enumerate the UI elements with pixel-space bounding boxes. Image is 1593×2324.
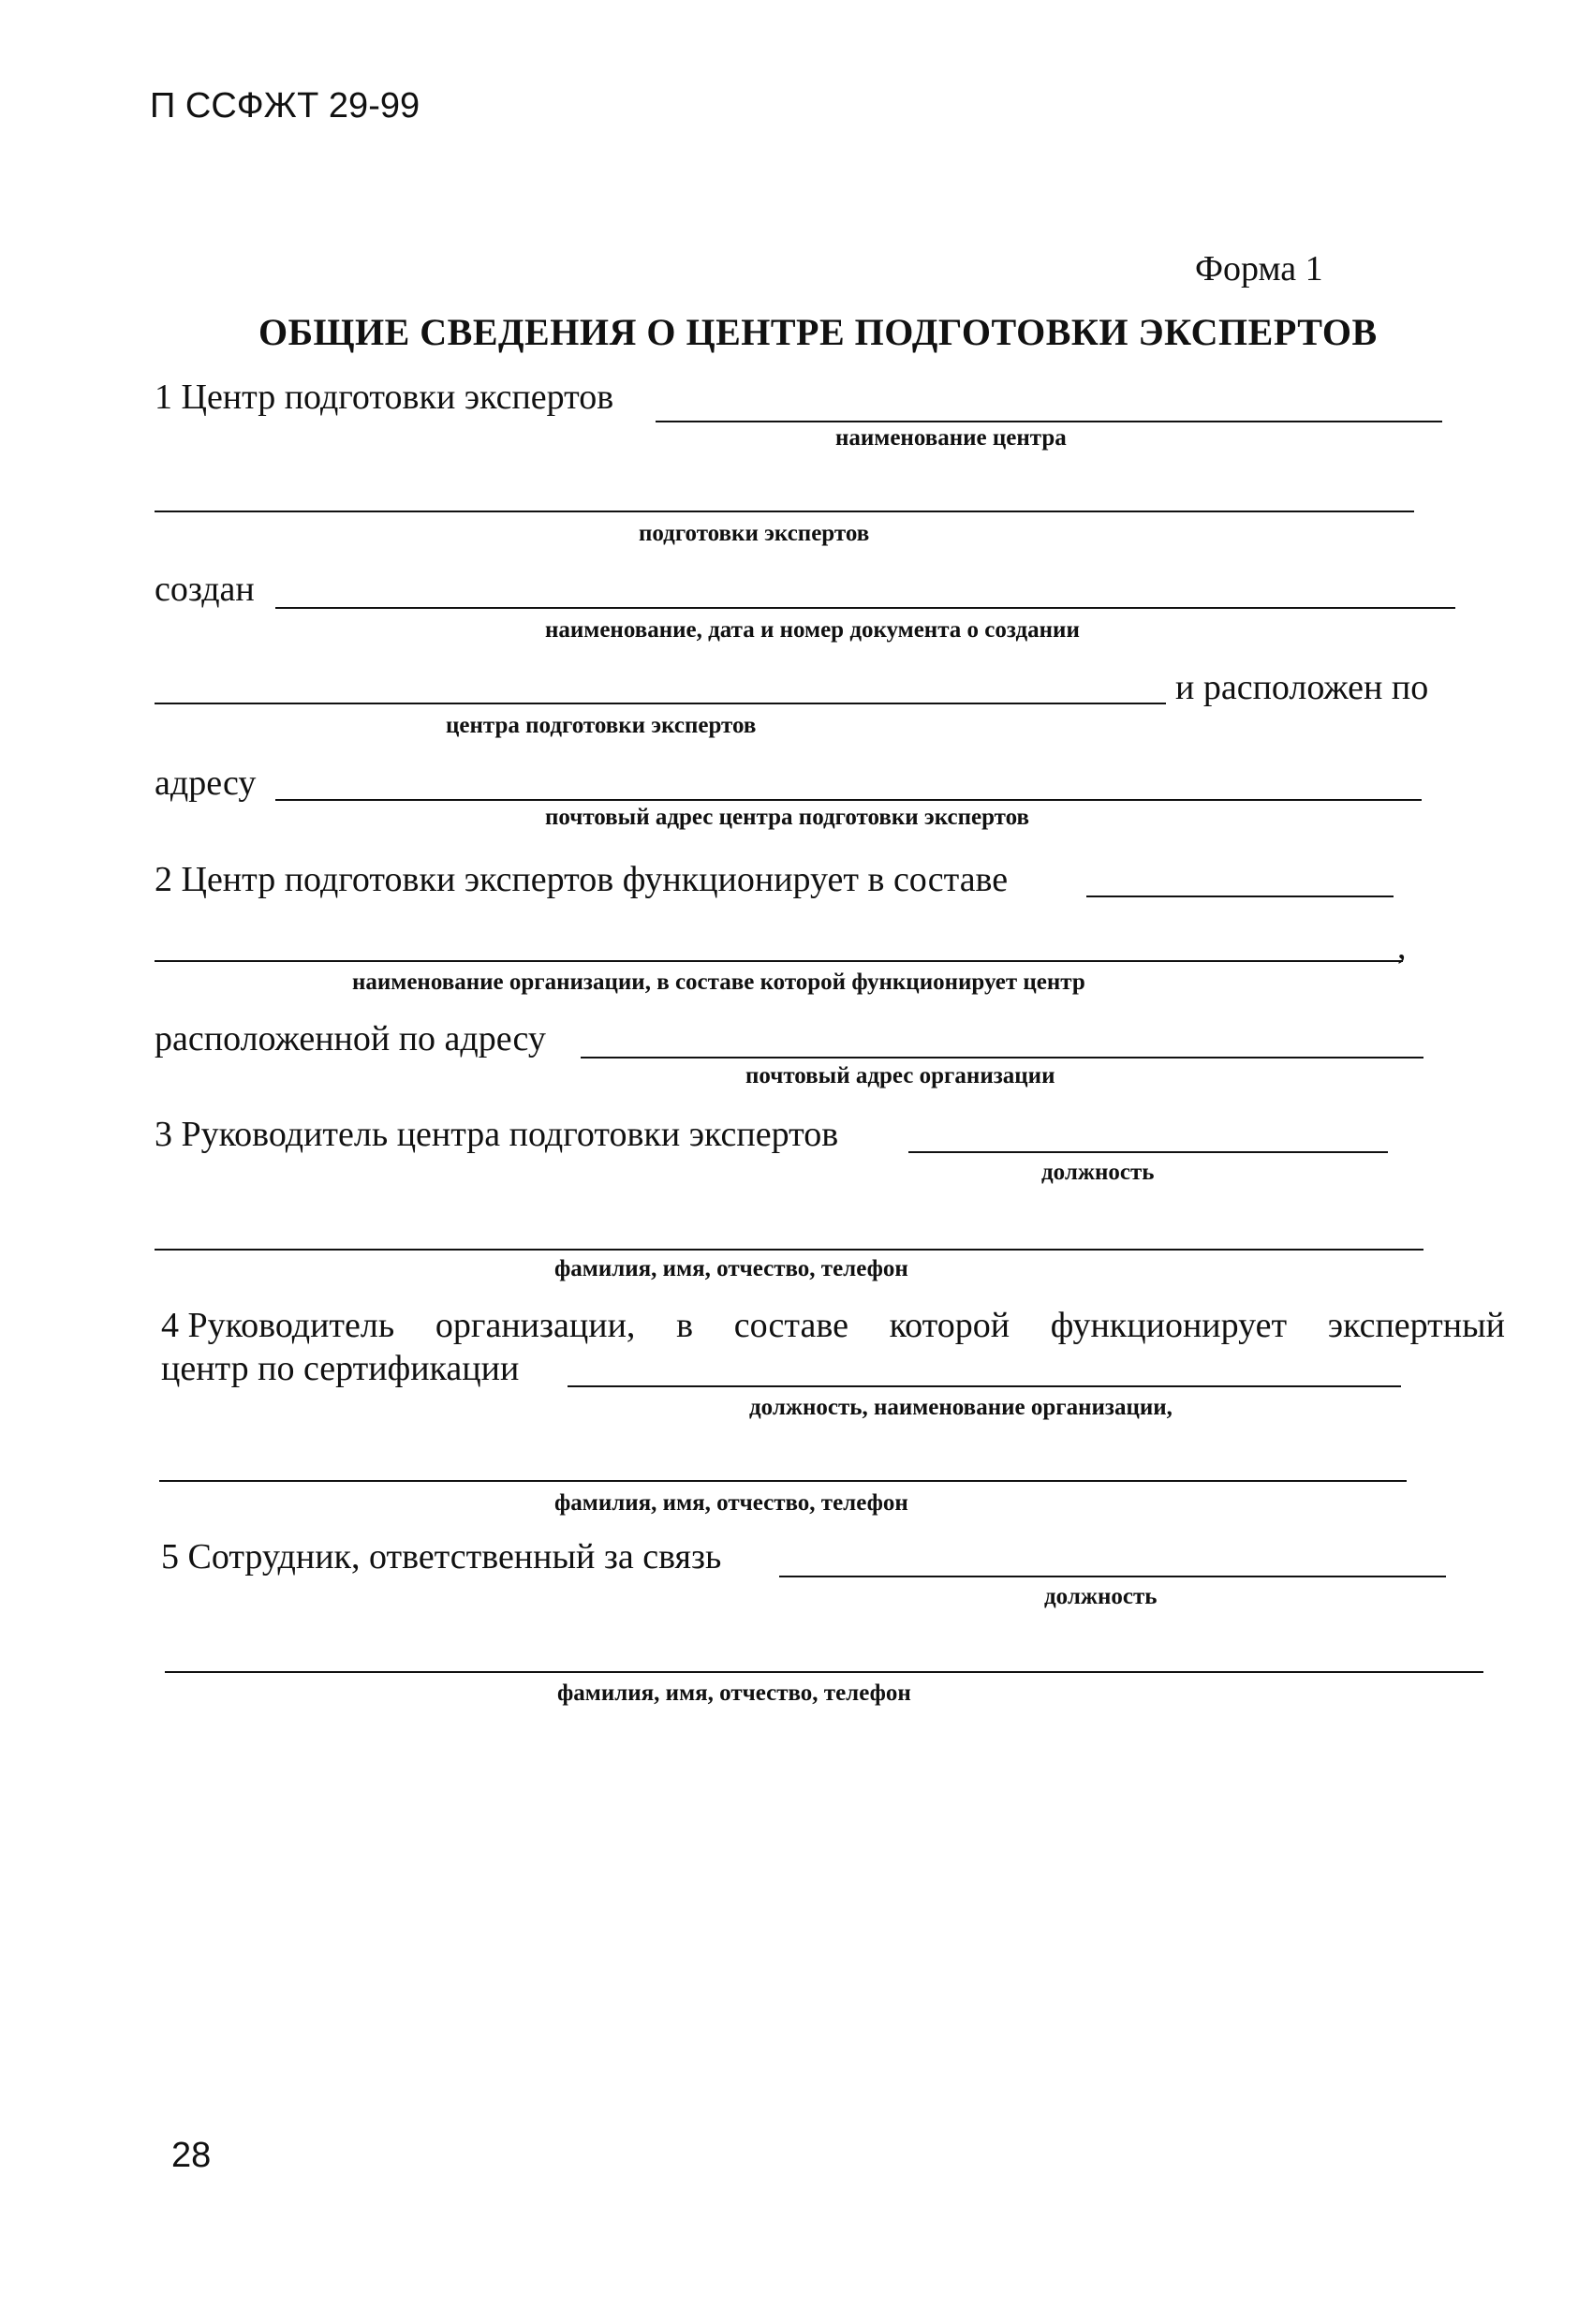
section4-word: функционирует: [1050, 1306, 1288, 1345]
located-label: и расположен по: [1175, 668, 1429, 707]
center-name-field[interactable]: [656, 421, 1442, 422]
organization-field-cont[interactable]: [155, 960, 1403, 962]
caption-organization: наименование организации, в составе которой функционирует центр: [352, 970, 1085, 995]
caption-center-address: почтовый адрес центра подготовки экспертов: [545, 805, 1030, 830]
organization-field[interactable]: [1086, 896, 1394, 897]
section5-label: 5 Сотрудник, ответственный за связь: [161, 1537, 722, 1576]
center-head-position-field[interactable]: [908, 1151, 1388, 1153]
caption-contact-name: фамилия, имя, отчество, телефон: [557, 1680, 911, 1706]
section4-word: в: [676, 1306, 694, 1345]
section4-word: 4 Руководитель: [161, 1306, 395, 1345]
contact-position-field[interactable]: [779, 1576, 1446, 1577]
caption-contact-position: должность: [1044, 1584, 1158, 1609]
caption-center-head-name: фамилия, имя, отчество, телефон: [554, 1256, 908, 1281]
org-head-position-field[interactable]: [568, 1385, 1401, 1387]
caption-center-head-position: должность: [1041, 1160, 1155, 1185]
center-address-field[interactable]: [275, 799, 1422, 801]
section4-label-line2: центр по сертификации: [161, 1349, 520, 1388]
caption-org-head-position: должность, наименование организации,: [749, 1395, 1173, 1420]
organization-address-field[interactable]: [581, 1057, 1423, 1058]
section4-word: экспертный: [1327, 1306, 1505, 1345]
section3-label: 3 Руководитель центра подготовки экспертов: [155, 1115, 839, 1154]
caption-creation-document: наименование, дата и номер документа о создании: [545, 617, 1080, 643]
caption-creation-document-cont: центра подготовки экспертов: [446, 713, 757, 738]
caption-organization-address: почтовый адрес организации: [745, 1063, 1055, 1088]
caption-center-name: наименование центра: [835, 425, 1067, 451]
form-label: Форма 1: [1195, 249, 1323, 289]
contact-name-field[interactable]: [165, 1671, 1483, 1673]
section2-label: 2 Центр подготовки экспертов функционирует в составе: [155, 860, 1009, 899]
creation-document-field[interactable]: [275, 607, 1455, 609]
section4-word: которой: [889, 1306, 1010, 1345]
creation-document-field-cont[interactable]: [155, 703, 1166, 704]
center-head-name-field[interactable]: [155, 1249, 1423, 1251]
section4-word: составе: [733, 1306, 848, 1345]
section4-label-line1: [161, 1308, 1505, 1343]
caption-org-head-name: фамилия, имя, отчество, телефон: [554, 1490, 908, 1516]
document-code: П ССФЖТ 29-99: [150, 86, 420, 126]
page-number: 28: [171, 2136, 212, 2175]
org-address-label: расположенной по адресу: [155, 1019, 546, 1058]
form-title: ОБЩИЕ СВЕДЕНИЯ О ЦЕНТРЕ ПОДГОТОВКИ ЭКСПЕРТОВ: [258, 311, 1378, 353]
caption-center-name-cont: подготовки экспертов: [639, 521, 870, 546]
section4-word: организации,: [435, 1306, 636, 1345]
section1-label: 1 Центр подготовки экспертов: [155, 377, 614, 417]
org-head-name-field[interactable]: [159, 1480, 1407, 1482]
created-label: создан: [155, 570, 255, 609]
center-name-field-cont[interactable]: [155, 511, 1414, 512]
comma: ,: [1397, 927, 1407, 967]
address-label: адресу: [155, 763, 257, 803]
